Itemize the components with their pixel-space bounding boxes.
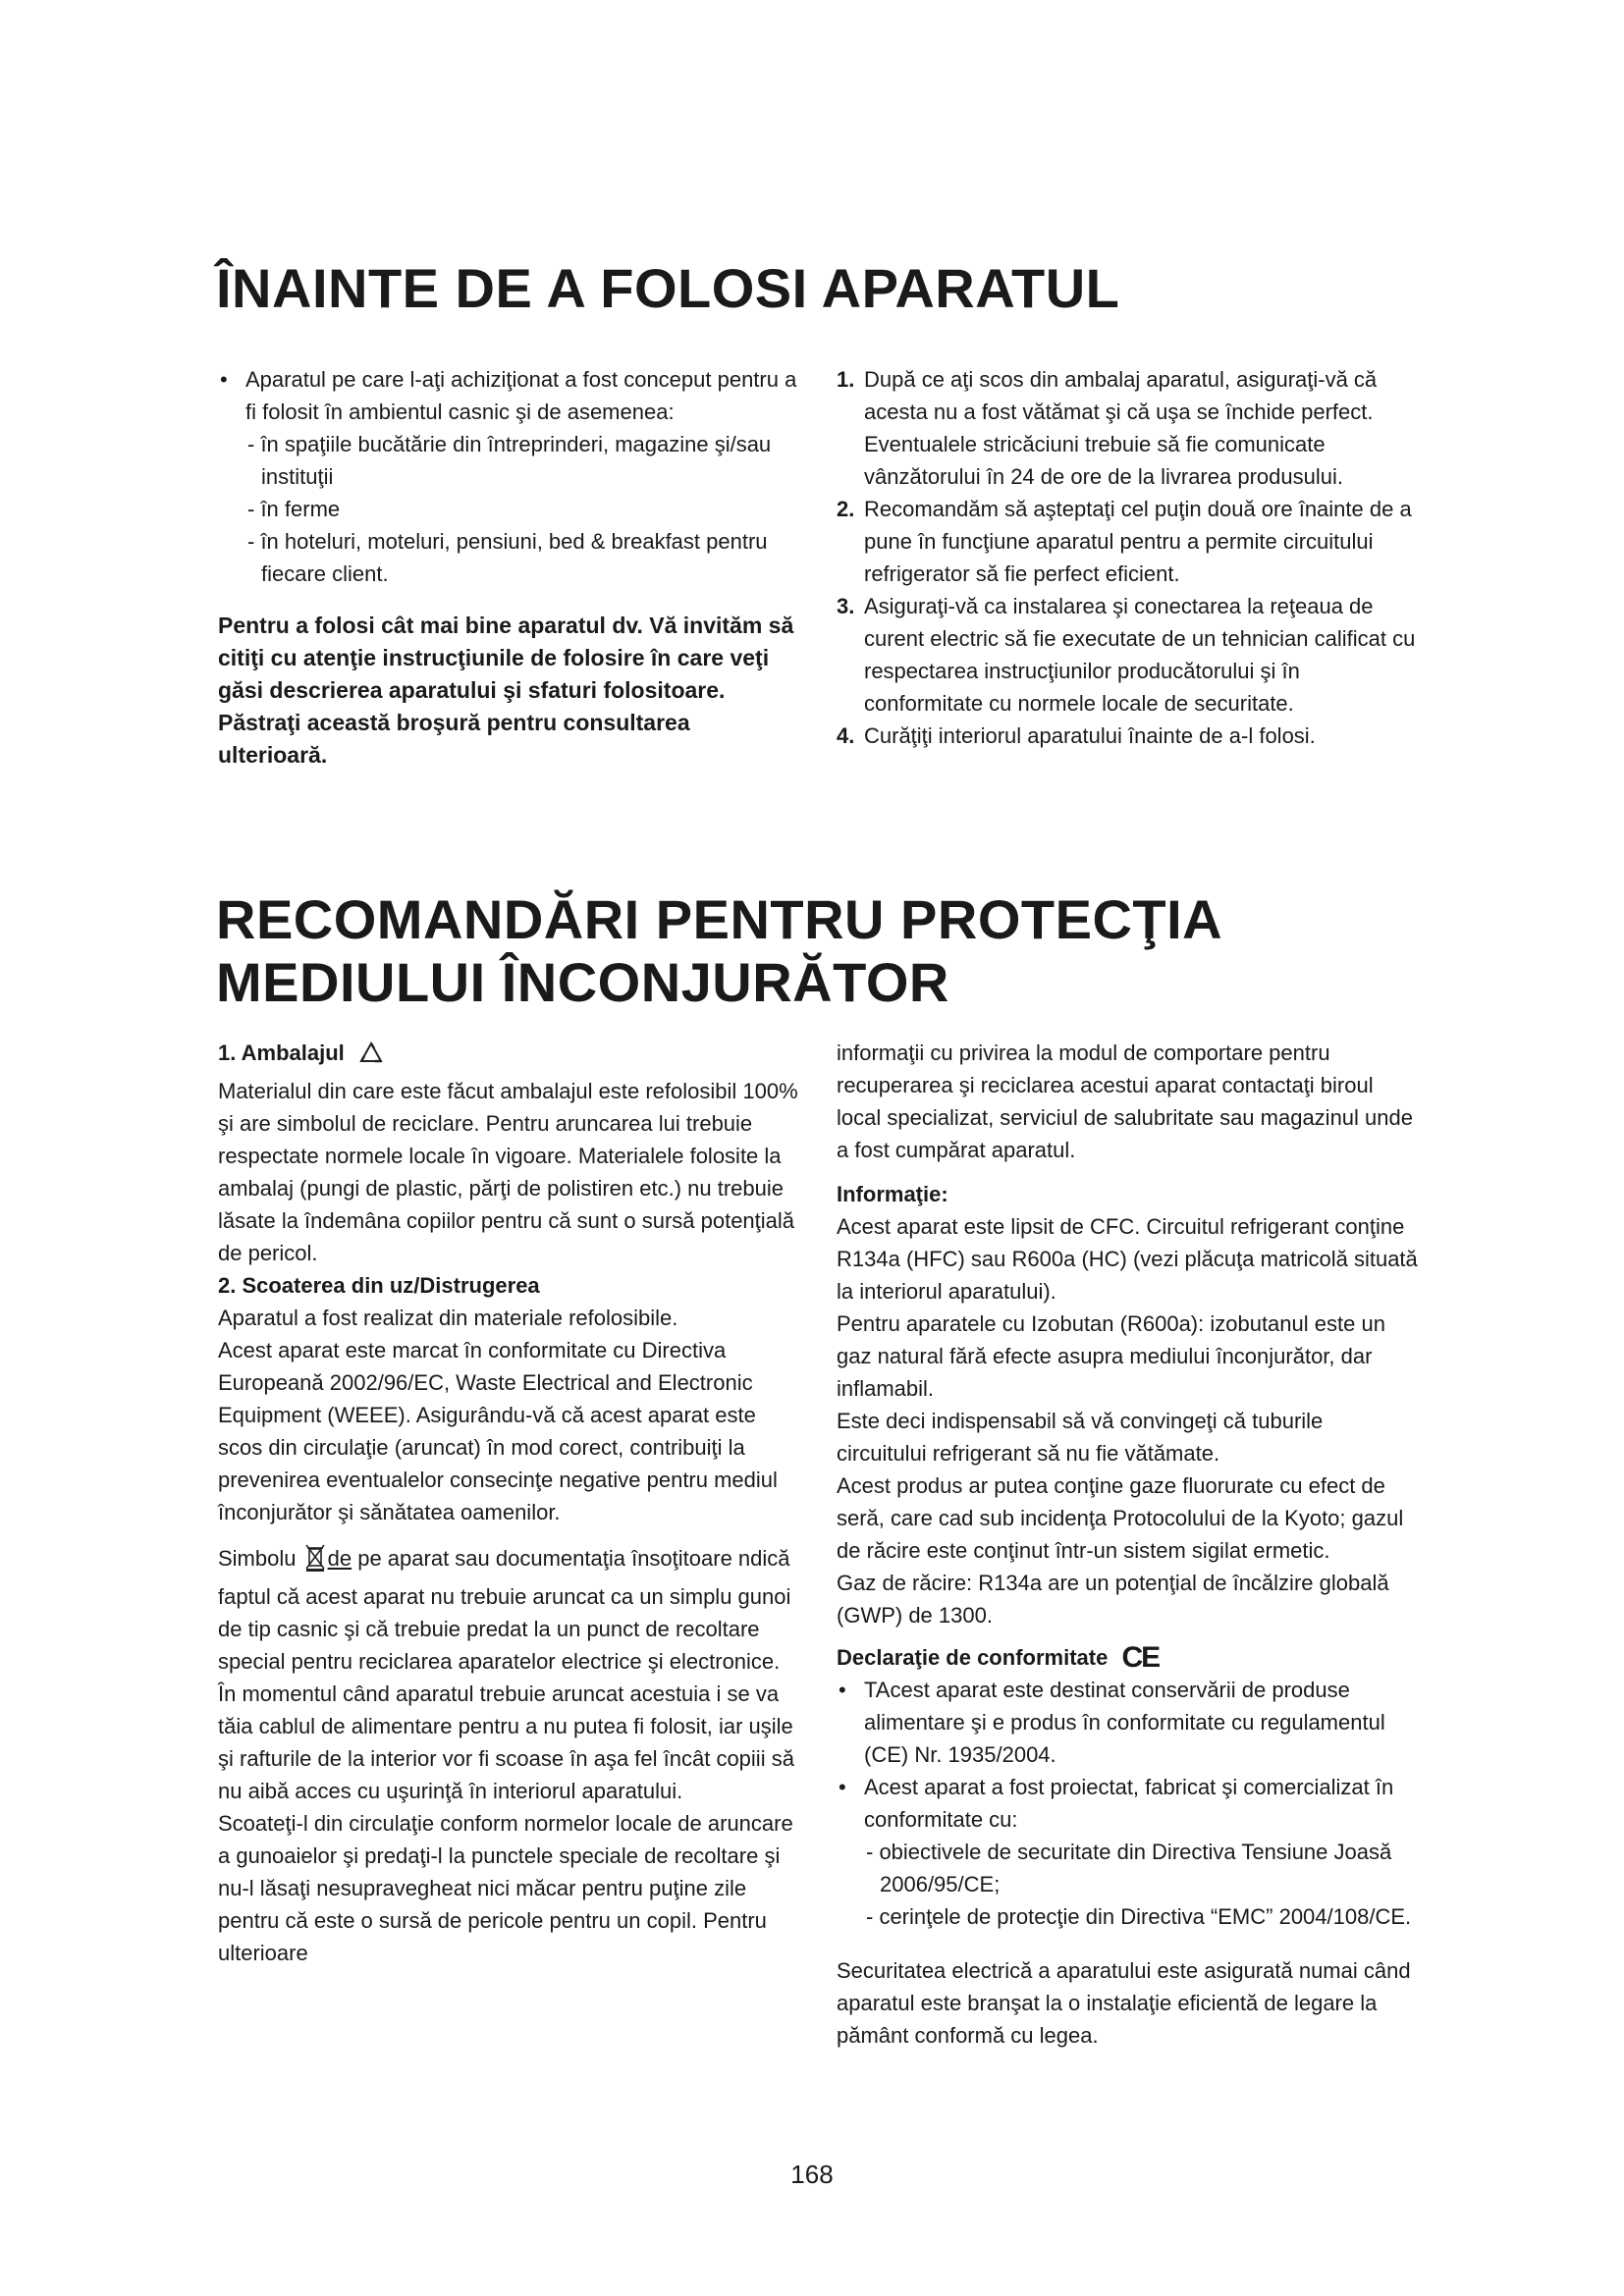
crossed-bin-icon	[304, 1542, 326, 1580]
electrical-safety-paragraph: Securitatea electrică a aparatului este asigurată numai când aparatul este branşat la o instalaţie eficientă de legare la pământ conformă cu legea.	[837, 1958, 1411, 2048]
disposal-heading: 2. Scoaterea din uz/Distrugerea	[218, 1273, 540, 1298]
keep-brochure-note: Păstraţi această broşură pentru consultarea ulterioară.	[218, 710, 690, 768]
isobutane-paragraph: Pentru aparatele cu Izobutan (R600a): izobutanul este un gaz natural fără efecte asupra mediului înconjurător, dar inflamabil.	[837, 1311, 1385, 1401]
intro-bullet: • Aparatul pe care l-aţi achiziţionat a fost conceput pentru a fi folosit în ambientul casnic şi de asemenea:	[218, 363, 799, 428]
fluorinated-gas-paragraph: Acest produs ar putea conţine gaze fluorurate cu efect de seră, care cad sub incidenţa Protocolului de la Kyoto; gazul de răcire este conţinut într-un sistem sigilat ermetic.	[837, 1473, 1404, 1563]
directive-dash-item: - cerinţele de protecţie din Directiva “EMC” 2004/108/CE.	[866, 1904, 1412, 1929]
numbered-item	[837, 720, 1424, 752]
weee-symbol-paragraph	[218, 1542, 805, 1678]
read-instructions-note: Pentru a folosi cât mai bine aparatul dv. Vă invităm să citiţi cu atenţie instrucţiunile de folosire în care veţi găsi descrierea aparatului şi sfaturi folositoare.	[218, 613, 794, 703]
info-continuation-paragraph: informaţii cu privirea la modul de comportare pentru recuperarea şi reciclarea acestui aparat contactaţi biroul local specializat, serviciul de salubritate sau magazinul unde a fost cumpărat aparatul.	[837, 1041, 1413, 1162]
usage-dash-item: - în ferme	[247, 497, 341, 521]
conformity-bullet: • TAcest aparat este destinat conservării de produse alimentare şi e produs în conformitate cu regulamentul (CE) Nr. 1935/2004.	[837, 1674, 1418, 1771]
disposal-remove-paragraph: Scoateţi-l din circulaţie conform normelor locale de aruncare a gunoaielor şi predaţi-l la punctele speciale de recoltare şi nu-l lăsaţi nesupravegheat nici măcar pentru puţine zile pentru că este o sursă de pericole pentru un copil. Pentru ulterioare	[218, 1811, 793, 1965]
numbered-item	[837, 493, 1424, 590]
usage-dash-item: - în hoteluri, moteluri, pensiuni, bed & breakfast pentru fiecare client.	[247, 529, 768, 586]
item-number: 1.	[837, 367, 855, 392]
conformity-bullet: • Acest aparat a fost proiectat, fabricat şi comercializat în conformitate cu:	[837, 1771, 1418, 1836]
item-number: 3.	[837, 594, 855, 618]
cfc-paragraph: Acest aparat este lipsit de CFC. Circuitul refrigerant conţine R134a (HFC) sau R600a (HC) (vezi plăcuţa matricolă situată la interiorul aparatului).	[837, 1214, 1418, 1304]
item-text: Asiguraţi-vă ca instalarea şi conectarea la reţeaua de curent electric să fie executate de un tehnician calificat cu respectarea instrucţiunilor producătorului şi în conformitate cu normele locale de securitate.	[864, 594, 1416, 716]
weee-text-rest: pe aparat sau documentaţia însoţitoare ndică faptul că acest aparat nu trebuie aruncat ca un simplu gunoi de tip casnic şi că trebuie predat la un punct de recoltare special pentru reciclarea aparatelor electrice şi electronice.	[218, 1546, 791, 1674]
numbered-item	[837, 363, 1424, 428]
ce-mark-icon: CE	[1121, 1641, 1160, 1674]
disposal-paragraph-1: Aparatul a fost realizat din materiale refolosibile.	[218, 1306, 678, 1330]
section-title-before-use: ÎNAINTE DE A FOLOSI APARATUL	[216, 257, 1120, 319]
title-line-1: RECOMANDĂRI PENTRU PROTECŢIA	[216, 888, 1223, 950]
item-number: 4.	[837, 723, 855, 748]
information-heading: Informaţie:	[837, 1182, 948, 1206]
weee-text-start: Simbolu	[218, 1546, 297, 1571]
conformity-heading	[837, 1641, 1418, 1674]
tubing-paragraph: Este deci indispensabil să vă convingeţi că tuburile circuitului refrigerant să nu fie vătămate.	[837, 1409, 1324, 1466]
item-text: Curăţiţi interiorul aparatului înainte de a-l folosi.	[864, 723, 1316, 748]
directive-dash-item: - obiectivele de securitate din Directiva Tensiune Joasă 2006/95/CE;	[866, 1840, 1392, 1896]
packaging-paragraph: Materialul din care este făcut ambalajul este refolosibil 100% şi are simbolul de reciclare. Pentru aruncarea lui trebuie respectate normele locale în vigoare. Materialele folosite la ambalaj (pungi de plastic, părţi de polistiren etc.) nu trebuie lăsate la îndemâna copiilor pentru că sunt o sursă potenţială de pericol.	[218, 1079, 798, 1265]
section1-right-column	[837, 363, 1424, 752]
weee-text-de: de	[327, 1546, 352, 1571]
conformity-heading-text: Declaraţie de conformitate	[837, 1645, 1109, 1670]
section2-left-column	[218, 1037, 805, 1969]
numbered-item	[837, 590, 1424, 720]
refrigerant-gas-paragraph: Gaz de răcire: R134a are un potenţial de încălzire globală (GWP) de 1300.	[837, 1571, 1389, 1628]
section2-right-column	[837, 1037, 1418, 2052]
section-title-environment	[216, 888, 1222, 1014]
title-line-2: MEDIULUI ÎNCONJURĂTOR	[216, 951, 949, 1013]
item-text: Recomandăm să aşteptaţi cel puţin două ore înainte de a pune în funcţiune aparatul pentru a permite circuitului refrigerator să fie perfect eficient.	[864, 497, 1412, 586]
packaging-heading	[218, 1037, 805, 1075]
recycle-icon	[358, 1041, 384, 1075]
item-text: După ce aţi scos din ambalaj aparatul, asiguraţi-vă că acesta nu a fost vătămat şi că uşa se închide perfect.	[864, 367, 1378, 424]
section1-left-column	[218, 363, 799, 772]
disposal-moment-paragraph: În momentul când aparatul trebuie aruncat acestuia i se va tăia cablul de alimentare pentru a nu putea fi folosit, iar uşile şi rafturile de la interior vor fi scoase în aşa fel încât copiii să nu aibă acces cu uşurinţă în interiorul aparatului.	[218, 1682, 794, 1803]
packaging-heading-text: 1. Ambalajul	[218, 1041, 345, 1065]
usage-dash-item: - în spaţiile bucătărie din întreprinderi, magazine şi/sau instituţii	[247, 432, 772, 489]
page-number: 168	[790, 2160, 834, 2189]
item-extra-text: Eventualele stricăciuni trebuie să fie comunicate vânzătorului în 24 de ore de la livrarea produsului.	[864, 432, 1343, 489]
disposal-paragraph-2: Acest aparat este marcat în conformitate cu Directiva Europeană 2002/96/EC, Waste Electrical and Electronic Equipment (WEEE). Asigurându-vă că acest aparat este scos din circulaţie (aruncat) în mod corect, contribuiţi la prevenirea eventualelor consecinţe negative pentru mediul înconjurător şi sănătatea oamenilor.	[218, 1338, 778, 1524]
item-number: 2.	[837, 497, 855, 521]
